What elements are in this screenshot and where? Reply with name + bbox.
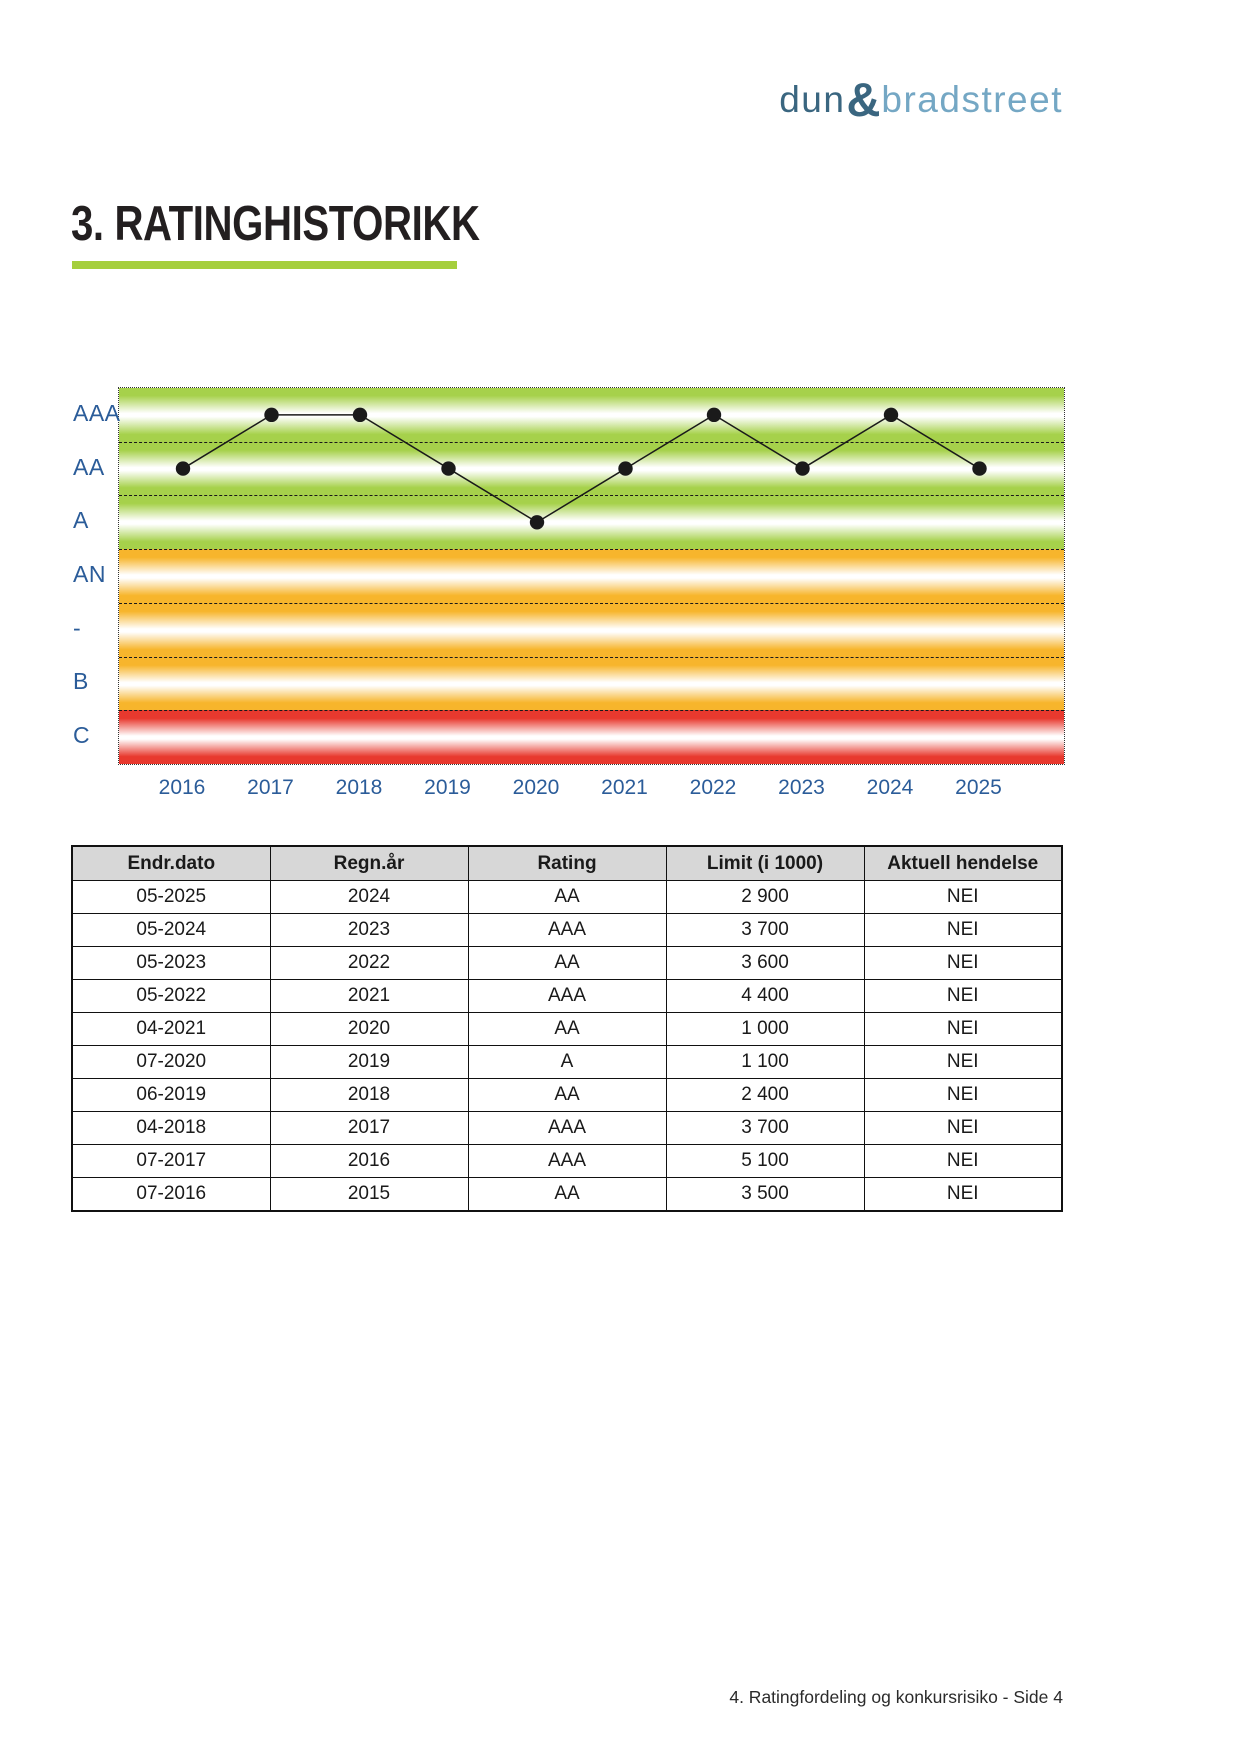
table-row <box>72 1112 1062 1145</box>
table-cell: NEI <box>864 980 1062 1013</box>
table-cell: 2024 <box>270 881 468 914</box>
table-row <box>72 1013 1062 1046</box>
table-cell: NEI <box>864 947 1062 980</box>
page-footer: 4. Ratingfordeling og konkursrisiko - Side 4 <box>729 1687 1063 1707</box>
chart-band-b <box>119 657 1064 711</box>
table-row <box>72 1145 1062 1178</box>
table-cell: 2020 <box>270 1013 468 1046</box>
table-cell: 06-2019 <box>72 1079 270 1112</box>
table-cell: 1 100 <box>666 1046 864 1079</box>
table-cell: A <box>468 1046 666 1079</box>
table-cell: 04-2018 <box>72 1112 270 1145</box>
x-axis-label-2025: 2025 <box>955 776 1002 799</box>
table-cell: 3 500 <box>666 1178 864 1212</box>
table-cell: NEI <box>864 1046 1062 1079</box>
logo-text-bradstreet: bradstreet <box>881 79 1063 120</box>
table-cell: 2023 <box>270 914 468 947</box>
table-cell: 05-2023 <box>72 947 270 980</box>
section-title: 3. RATINGHISTORIKK <box>71 197 480 251</box>
rating-history-chart <box>118 387 1065 765</box>
table-row <box>72 947 1062 980</box>
table-cell: AAA <box>468 914 666 947</box>
x-axis-label-2022: 2022 <box>689 776 737 799</box>
table-cell: 3 700 <box>666 1112 864 1145</box>
y-axis-label-aa: AA <box>73 453 105 480</box>
table-cell: 3 600 <box>666 947 864 980</box>
table-cell: AA <box>468 881 666 914</box>
table-row <box>72 1079 1062 1112</box>
chart-band-an <box>119 549 1064 603</box>
table-header-cell: Limit (i 1000) <box>666 846 864 881</box>
table-cell: NEI <box>864 1145 1062 1178</box>
table-body <box>72 881 1062 1212</box>
x-axis-label-2020: 2020 <box>512 776 560 799</box>
table-cell: NEI <box>864 914 1062 947</box>
table-header-cell: Aktuell hendelse <box>864 846 1062 881</box>
y-axis-label-aaa: AAA <box>73 399 121 426</box>
table-cell: AAA <box>468 980 666 1013</box>
title-underline-bar <box>72 261 457 269</box>
table-header-cell: Rating <box>468 846 666 881</box>
y-axis-label-an: AN <box>73 561 106 588</box>
x-axis-label-2019: 2019 <box>424 776 471 799</box>
table-row <box>72 881 1062 914</box>
chart-band-blank <box>119 603 1064 657</box>
table-cell: 07-2020 <box>72 1046 270 1079</box>
table-cell: 2 400 <box>666 1079 864 1112</box>
x-axis-label-2017: 2017 <box>247 776 294 799</box>
chart-band-a <box>119 495 1064 549</box>
table-cell: 2021 <box>270 980 468 1013</box>
table-cell: 2 900 <box>666 881 864 914</box>
table-cell: 3 700 <box>666 914 864 947</box>
x-axis-label-2018: 2018 <box>335 776 383 799</box>
table-cell: AA <box>468 947 666 980</box>
table-cell: NEI <box>864 1178 1062 1212</box>
table-cell: 05-2022 <box>72 980 270 1013</box>
table-cell: AAA <box>468 1145 666 1178</box>
table-cell: 07-2016 <box>72 1178 270 1212</box>
table-cell: NEI <box>864 881 1062 914</box>
table-cell: AA <box>468 1013 666 1046</box>
table-cell: 04-2021 <box>72 1013 270 1046</box>
table-row <box>72 1046 1062 1079</box>
table-cell: 2017 <box>270 1112 468 1145</box>
table-cell: AA <box>468 1079 666 1112</box>
table-row <box>72 1178 1062 1212</box>
table-cell: 4 400 <box>666 980 864 1013</box>
table-row <box>72 914 1062 947</box>
y-axis-label-blank: - <box>73 614 82 641</box>
table-cell: 2019 <box>270 1046 468 1079</box>
table-header-row <box>72 846 1062 881</box>
y-axis-label-c: C <box>73 722 91 749</box>
x-axis-label-2023: 2023 <box>778 776 825 799</box>
table-cell: NEI <box>864 1013 1062 1046</box>
logo-text-dun: dun <box>779 79 846 120</box>
table-header <box>72 846 1062 881</box>
table-cell: AA <box>468 1178 666 1212</box>
table-header-cell: Endr.dato <box>72 846 270 881</box>
table-cell: 5 100 <box>666 1145 864 1178</box>
table-cell: NEI <box>864 1079 1062 1112</box>
y-axis-label-b: B <box>73 668 89 695</box>
chart-band-aa <box>119 442 1064 496</box>
table-cell: 2015 <box>270 1178 468 1212</box>
table-cell: 07-2017 <box>72 1145 270 1178</box>
x-axis-label-2024: 2024 <box>866 776 914 799</box>
chart-band-c <box>119 710 1064 764</box>
x-axis-label-2016: 2016 <box>158 776 206 799</box>
table-cell: 1 000 <box>666 1013 864 1046</box>
table-cell: 2016 <box>270 1145 468 1178</box>
table-cell: 2022 <box>270 947 468 980</box>
table-cell: 05-2024 <box>72 914 270 947</box>
chart-band-aaa <box>119 388 1064 442</box>
dun-bradstreet-logo <box>779 72 1063 126</box>
table-cell: NEI <box>864 1112 1062 1145</box>
table-header-cell: Regn.år <box>270 846 468 881</box>
rating-history-table <box>71 845 1063 1212</box>
table-cell: 2018 <box>270 1079 468 1112</box>
table-row <box>72 980 1062 1013</box>
table-cell: AAA <box>468 1112 666 1145</box>
y-axis-label-a: A <box>73 507 89 534</box>
table-cell: 05-2025 <box>72 881 270 914</box>
x-axis-label-2021: 2021 <box>601 776 648 799</box>
logo-ampersand-icon: & <box>846 73 881 126</box>
